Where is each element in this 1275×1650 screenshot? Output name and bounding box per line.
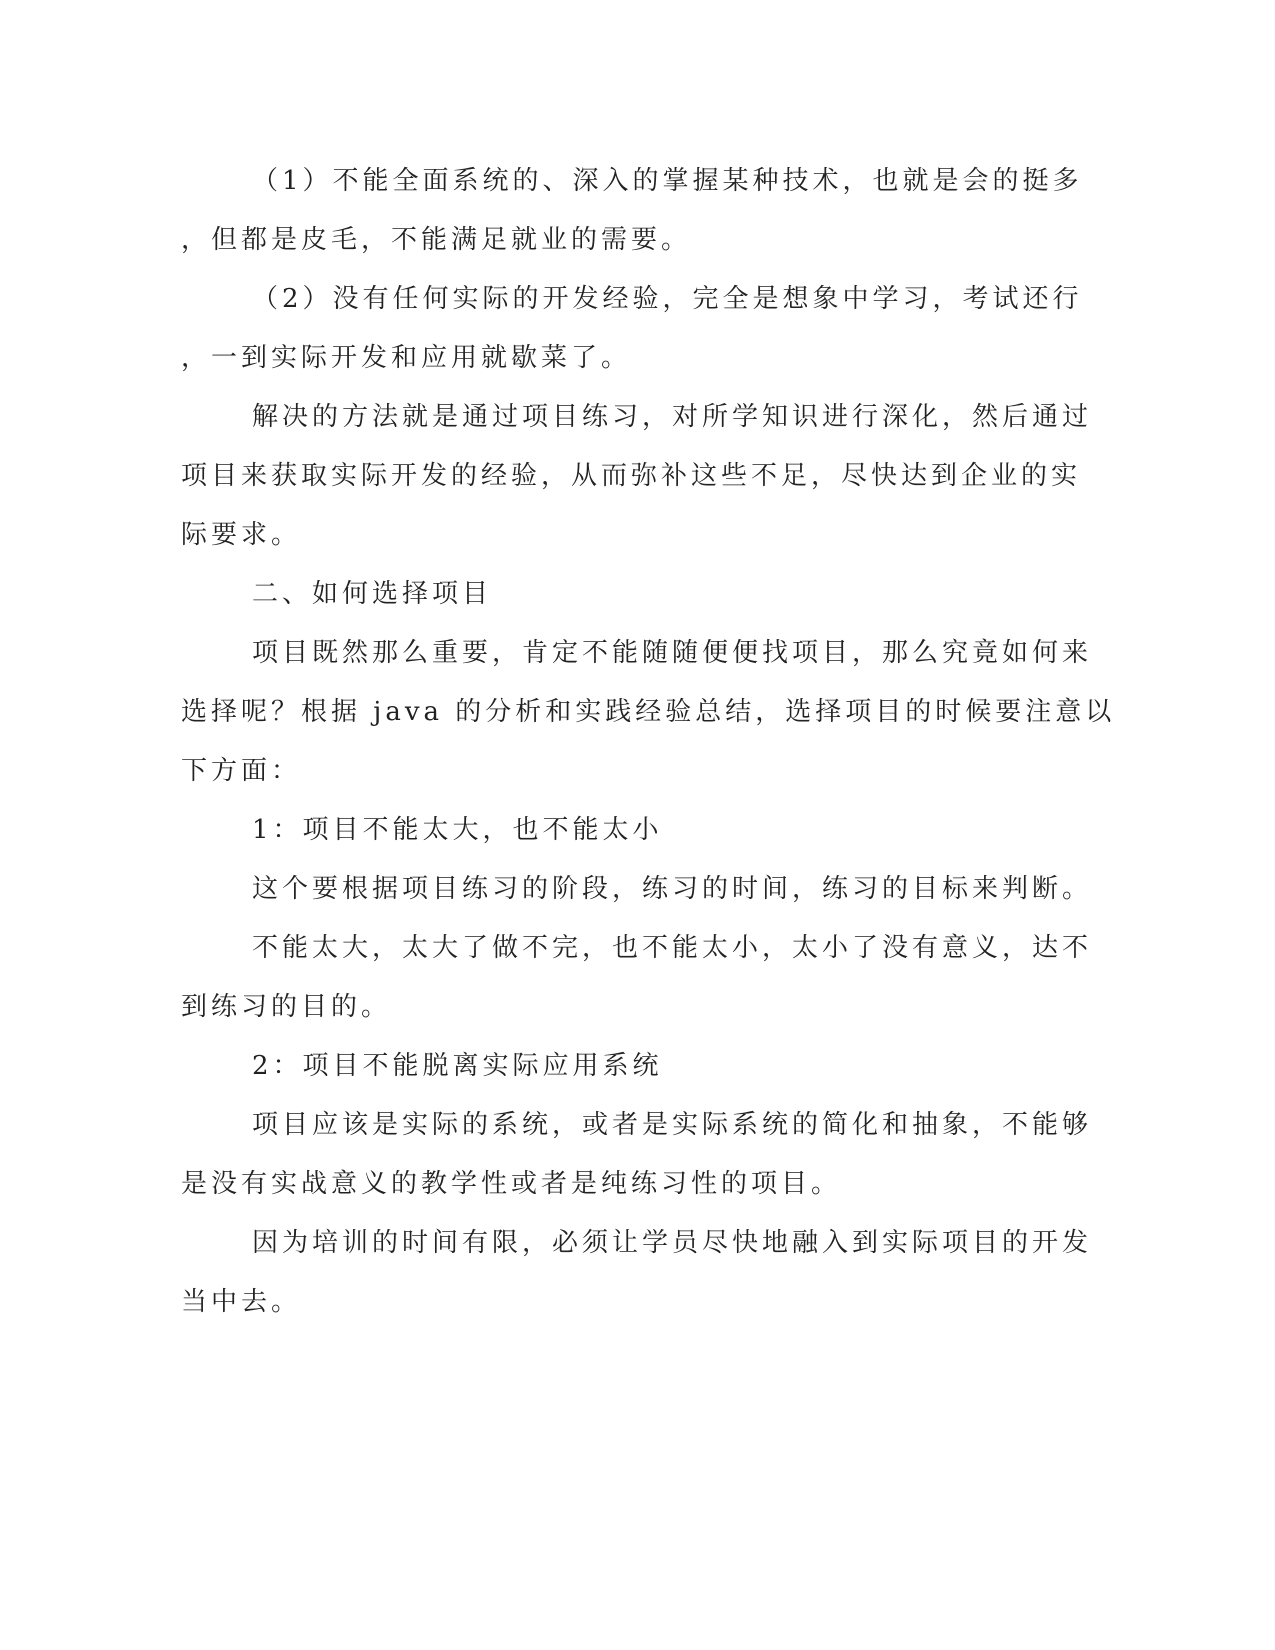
text-line-4: ，一到实际开发和应用就歇菜了。 [181, 343, 632, 373]
text-line-3: （2）没有任何实际的开发经验，完全是想象中学习，考试还行 [252, 284, 1083, 314]
text-line-5: 解决的方法就是通过项目练习，对所学知识进行深化，然后通过 [252, 402, 1093, 432]
subheading-2: 2：项目不能脱离实际应用系统 [252, 1051, 663, 1081]
text-line-10: 选择呢？根据 java 的分析和实践经验总结，选择项目的时候要注意以 [181, 697, 1116, 727]
subheading-1: 1：项目不能太大，也不能太小 [252, 815, 663, 845]
text-line-2: ，但都是皮毛，不能满足就业的需要。 [181, 225, 692, 255]
text-line-7: 际要求。 [181, 520, 302, 550]
text-line-18: 是没有实战意义的教学性或者是纯练习性的项目。 [181, 1169, 842, 1199]
text-line-6: 项目来获取实际开发的经验，从而弥补这些不足，尽快达到企业的实 [181, 461, 1082, 491]
text-line-17: 项目应该是实际的系统，或者是实际系统的简化和抽象，不能够 [252, 1110, 1093, 1140]
text-line-19: 因为培训的时间有限，必须让学员尽快地融入到实际项目的开发 [252, 1228, 1093, 1258]
text-line-11: 下方面： [181, 756, 302, 786]
text-line-14: 不能太大，太大了做不完，也不能太小，太小了没有意义，达不 [252, 933, 1093, 963]
text-line-20: 当中去。 [181, 1287, 302, 1317]
text-line-15: 到练习的目的。 [181, 992, 392, 1022]
section-heading: 二、如何选择项目 [252, 579, 493, 609]
text-line-9: 项目既然那么重要，肯定不能随随便便找项目，那么究竟如何来 [252, 638, 1093, 668]
text-line-13: 这个要根据项目练习的阶段，练习的时间，练习的目标来判断。 [252, 874, 1093, 904]
text-line-1: （1）不能全面系统的、深入的掌握某种技术，也就是会的挺多 [252, 166, 1083, 196]
